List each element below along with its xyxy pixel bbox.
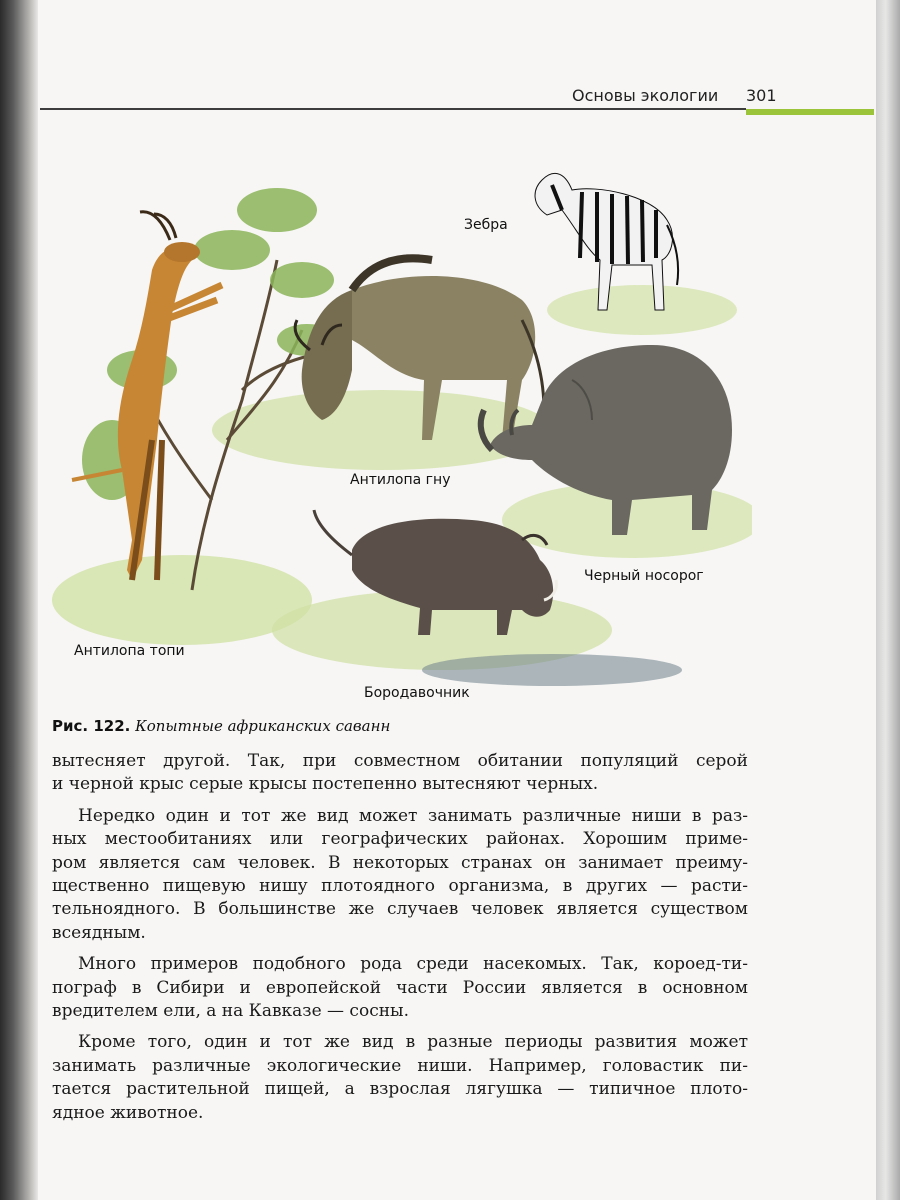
label-gnu-antelope: Антилопа гну	[350, 472, 451, 488]
topi-antelope-illustration	[72, 212, 222, 580]
text-line: щественно пищевую нишу плотоядного организма, в других — расти-	[52, 876, 748, 897]
header-rule	[40, 108, 746, 110]
text-line: всеядным.	[52, 922, 146, 943]
page-edges	[876, 0, 900, 1200]
caption-text: Копытные африканских саванн	[135, 717, 391, 735]
caption-number: Рис. 122.	[52, 717, 131, 735]
text-line: и черной крыс серые крысы постепенно вытесняют черных.	[52, 774, 599, 795]
label-black-rhino: Черный носорог	[584, 568, 704, 584]
text-line: пограф в Сибири и европейской части России является в основном	[52, 977, 748, 998]
text-line: тается растительной пищей, а взрослая лягушка — типичное плото-	[52, 1079, 748, 1100]
savanna-illustration	[52, 140, 752, 710]
body-text	[52, 750, 748, 1125]
figure-caption	[52, 717, 390, 735]
text-line: ных местообитаниях или географических районах. Хорошим приме-	[52, 829, 748, 850]
text-line: занимать различные экологические ниши. Например, головастик пи-	[52, 1055, 748, 1076]
grass-patch-zebra	[547, 285, 737, 335]
text-line: ядное животное.	[52, 1102, 204, 1123]
header-green-bar	[746, 109, 874, 115]
grass-patch-gnu	[212, 390, 552, 470]
label-topi-antelope: Антилопа топи	[74, 643, 185, 659]
text-line: Нередко один и тот же вид может занимать различные ниши в раз-	[78, 805, 748, 826]
book-spine-shadow	[0, 0, 38, 1200]
text-line: Кроме того, один и тот же вид в разные периоды развития может	[78, 1032, 748, 1053]
label-warthog: Бородавочник	[364, 685, 470, 701]
figure-122	[52, 140, 752, 710]
text-line: вытесняет другой. Так, при совместном обитании популяций серой	[52, 751, 748, 771]
label-zebra: Зебра	[464, 217, 508, 233]
page-number: 301	[746, 86, 777, 105]
zebra-illustration	[535, 173, 678, 310]
text-line: ром является сам человек. В некоторых странах он занимает преиму-	[52, 852, 748, 873]
text-line: Много примеров подобного рода среди насекомых. Так, короед-ти-	[78, 954, 748, 975]
water-pool	[422, 654, 682, 686]
text-line: вредителем ели, а на Кавказе — сосны.	[52, 1001, 409, 1022]
text-line: тельноядного. В большинстве же случаев человек является существом	[52, 899, 748, 920]
running-head: Основы экологии	[572, 86, 719, 105]
